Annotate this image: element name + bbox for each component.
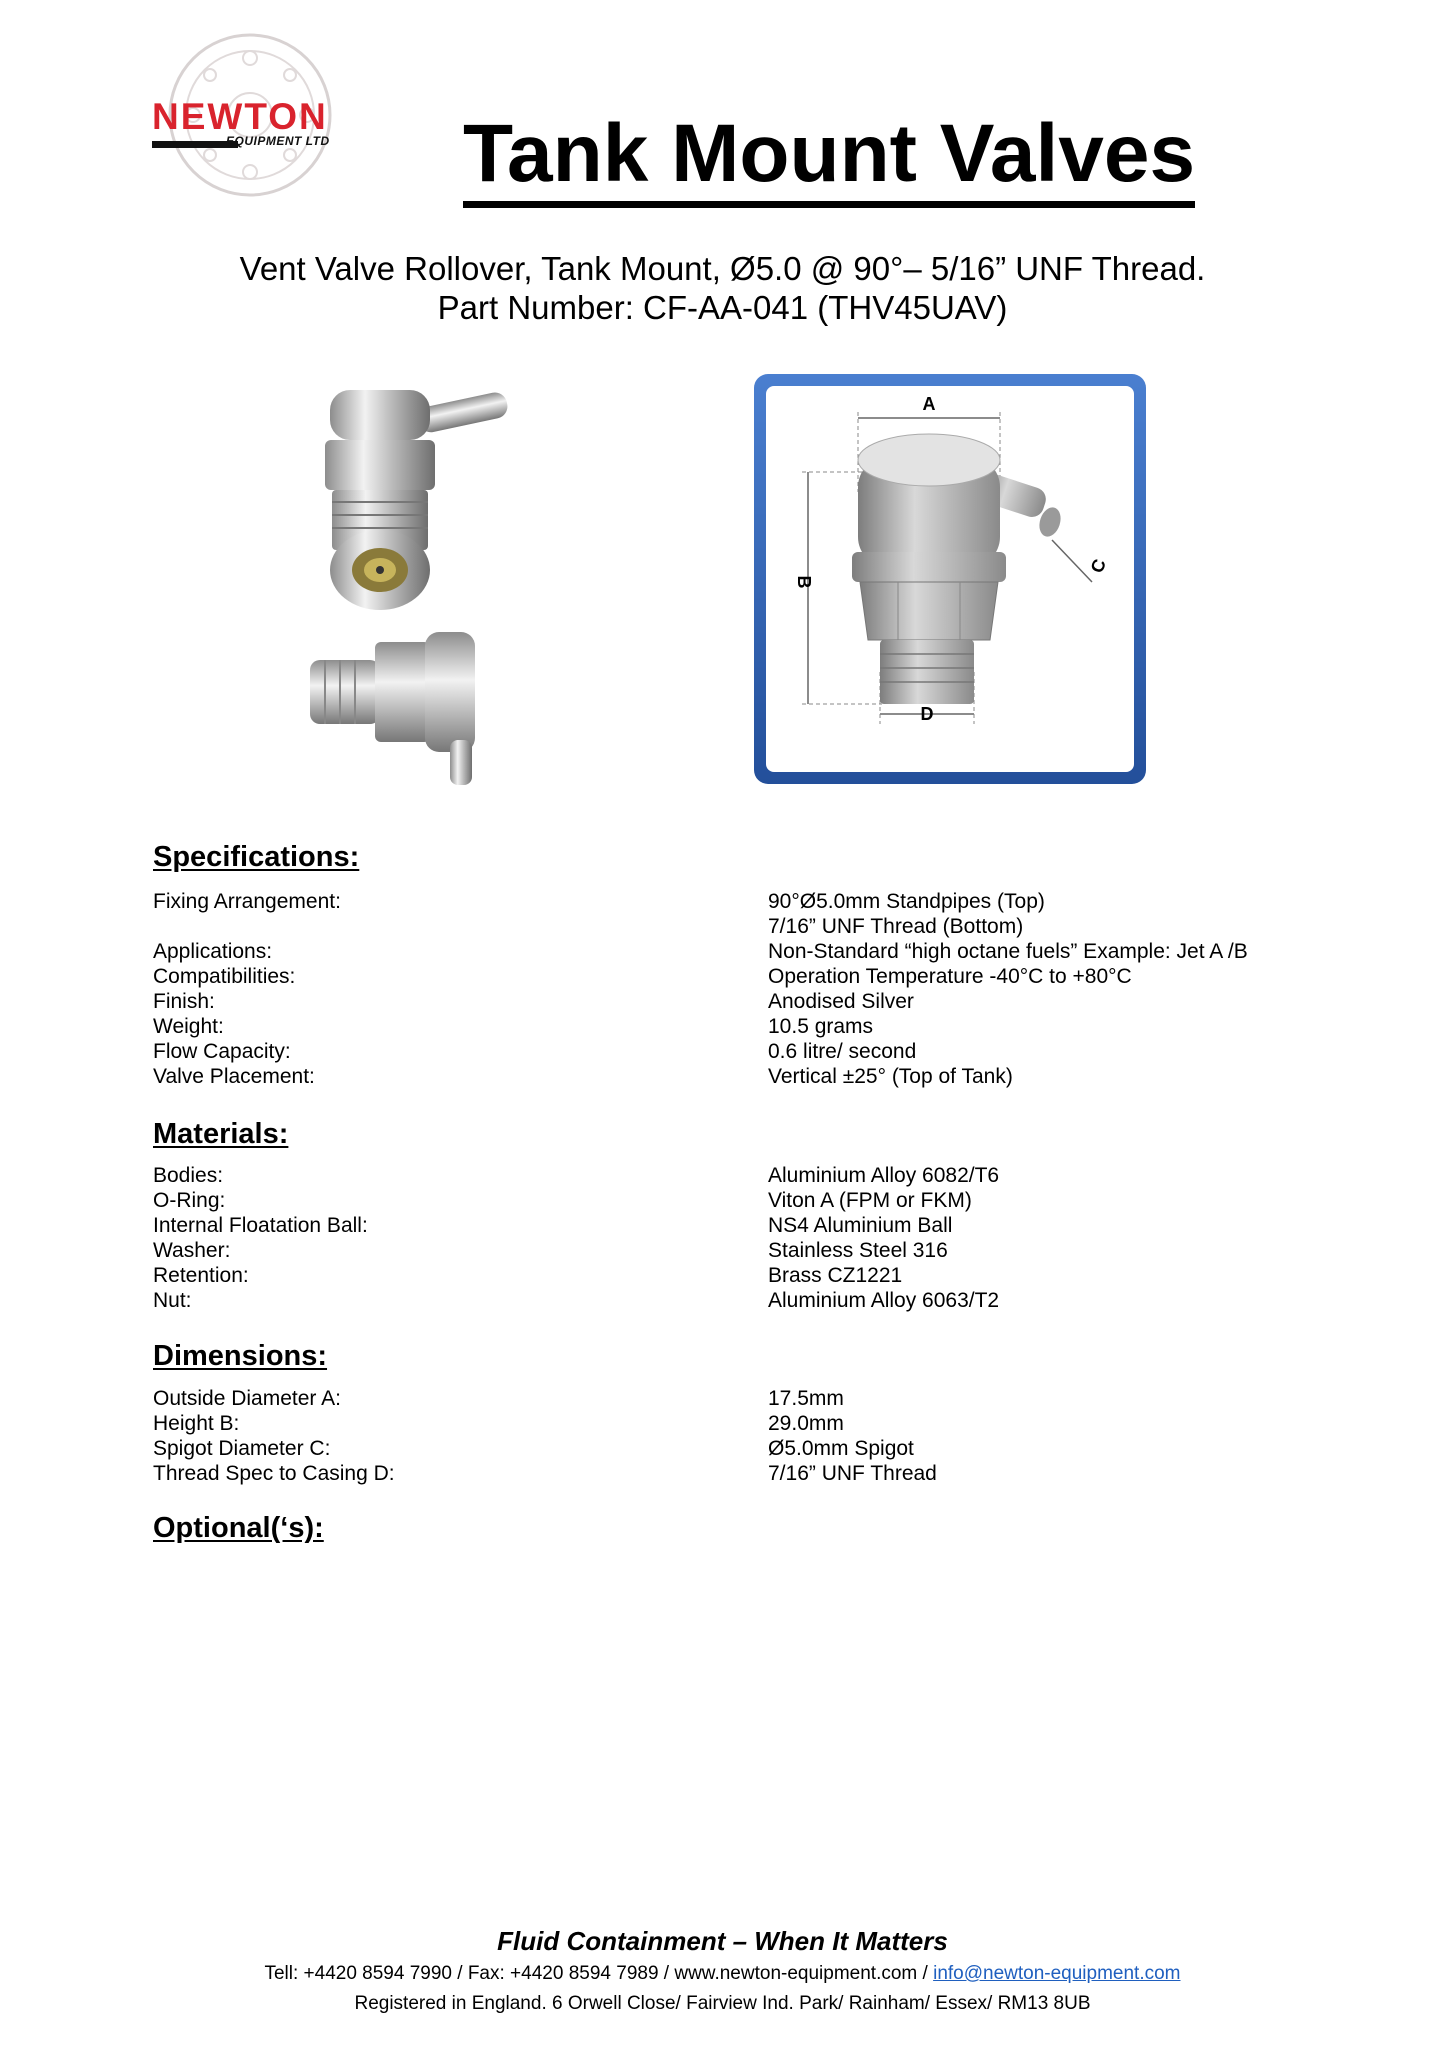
material-value: Viton A (FPM or FKM) [768, 1189, 972, 1212]
footer-tagline: Fluid Containment – When It Matters [497, 1926, 948, 1956]
product-photo [270, 370, 550, 800]
dimensions-heading: Dimensions: [153, 1340, 328, 1372]
spec-value: Operation Temperature -40°C to +80°C [768, 965, 1132, 988]
spec-value [768, 889, 1045, 939]
spec-value: Anodised Silver [768, 990, 914, 1013]
part-number: Part Number: CF-AA-041 (THV45UAV) [437, 289, 1008, 326]
material-label: Bodies: [153, 1164, 224, 1187]
spec-label: Finish: [153, 990, 215, 1013]
product-subtitle: Vent Valve Rollover, Tank Mount, Ø5.0 @ 90°– 5/16” UNF Thread. [239, 250, 1206, 287]
spec-value: 10.5 grams [768, 1015, 874, 1038]
company-logo [140, 30, 360, 200]
spec-label: Valve Placement: [153, 1065, 315, 1088]
material-label: Internal Floatation Ball: [153, 1214, 368, 1237]
label-a: A [922, 394, 936, 414]
footer-email-link[interactable]: info@newton-equipment.com [933, 1963, 1181, 1984]
dimension-value: 17.5mm [768, 1387, 844, 1410]
material-value: Stainless Steel 316 [768, 1239, 948, 1262]
label-b: B [794, 575, 814, 589]
dimension-label: Height B: [153, 1412, 240, 1435]
material-label: Washer: [153, 1239, 231, 1262]
spec-label: Compatibilities: [153, 965, 296, 988]
dimension-label: Outside Diameter A: [153, 1387, 341, 1410]
material-label: O-Ring: [153, 1189, 226, 1212]
label-c: C [1086, 556, 1110, 576]
logo-subtitle: EQUIPMENT LTD [226, 134, 330, 148]
material-value: Aluminium Alloy 6063/T2 [768, 1289, 1000, 1312]
spec-value-line1: 90°Ø5.0mm Standpipes (Top) [768, 890, 1045, 913]
footer-registered-address: Registered in England. 6 Orwell Close/ Fairview Ind. Park/ Rainham/ Essex/ RM13 8UB [354, 1993, 1091, 2014]
optionals-heading: Optional(‘s): [153, 1512, 324, 1544]
spec-value: 0.6 litre/ second [768, 1040, 917, 1063]
footer-contact [0, 1963, 1445, 1985]
page-title: Tank Mount Valves [463, 113, 1195, 208]
dimension-value: 29.0mm [768, 1412, 844, 1435]
dimension-diagram [752, 372, 1148, 786]
material-label: Nut: [153, 1289, 192, 1312]
spec-label: Fixing Arrangement: [153, 890, 341, 913]
spec-label: Applications: [153, 940, 273, 963]
spec-value-line2: 7/16” UNF Thread (Bottom) [768, 915, 1024, 938]
dimension-label: Thread Spec to Casing D: [153, 1462, 395, 1485]
footer-contact-text: Tell: +4420 8594 7990 / Fax: +4420 8594 7989 / www.newton-equipment.com / [264, 1963, 928, 1984]
spec-label: Weight: [153, 1015, 224, 1038]
specifications-heading: Specifications: [153, 841, 360, 873]
label-d: D [920, 704, 934, 724]
dimension-value: Ø5.0mm Spigot [768, 1437, 914, 1460]
spec-value: Vertical ±25° (Top of Tank) [768, 1065, 1013, 1088]
spec-label: Flow Capacity: [153, 1040, 291, 1063]
material-value: NS4 Aluminium Ball [768, 1214, 953, 1237]
dimension-value: 7/16” UNF Thread [768, 1462, 937, 1485]
spec-value: Non-Standard “high octane fuels” Example: Jet A /B [768, 940, 1248, 963]
material-value: Brass CZ1221 [768, 1264, 903, 1287]
logo-wordmark: NEWTON [152, 96, 328, 137]
material-label: Retention: [153, 1264, 249, 1287]
materials-heading: Materials: [153, 1118, 289, 1150]
dimension-label: Spigot Diameter C: [153, 1437, 331, 1460]
material-value: Aluminium Alloy 6082/T6 [768, 1164, 1000, 1187]
